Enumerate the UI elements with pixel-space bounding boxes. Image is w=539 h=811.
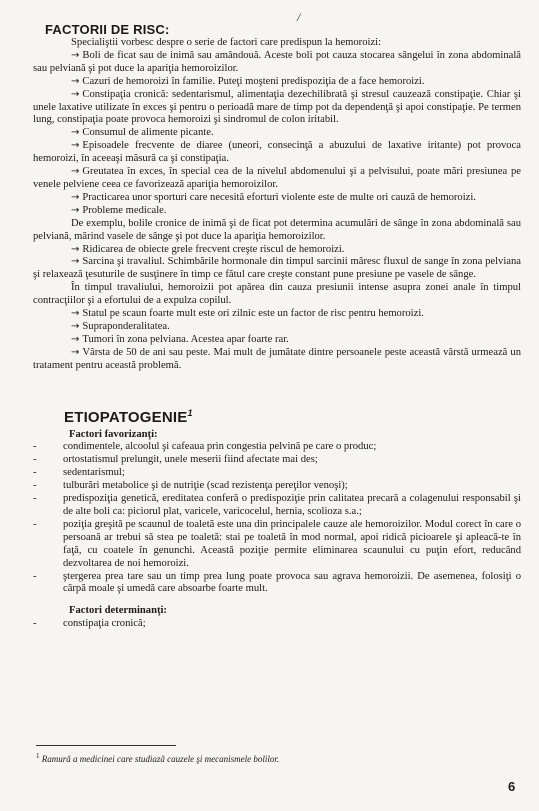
factor-text: sedentarismul; xyxy=(63,467,125,479)
arrow-icon: → xyxy=(71,88,80,100)
risk-item-text: Probleme medicale. xyxy=(82,204,167,216)
dash-bullet: - xyxy=(33,570,37,582)
risk-item xyxy=(33,334,521,347)
risk-item-age xyxy=(33,347,521,373)
medical-example-paragraph: De exemplu, bolile cronice de inimă şi de ficat pot determina acumulări de sânge în zona abdominală sau pelviană, mărind vasele de sânge şi pot duce la apariţia hemoroizilor. xyxy=(33,217,521,242)
risk-item xyxy=(33,321,521,334)
favoring-factor xyxy=(33,571,521,597)
risk-item-text: Constipaţia cronică: sedentarismul, alimentaţia dezechilibrată şi stresul cauzează constipaţie. Chiar şi unele laxative utilizate în exces şi pentru o perioadă mare de timp pot da dependenţă şi apoi constipaţie. Pe termen lung, constipaţia poate provoca hemoroizi şi sindromul de colon iritabil. xyxy=(33,88,521,126)
footnote xyxy=(36,752,279,764)
dash-bullet: - xyxy=(33,618,37,630)
page-content xyxy=(33,22,521,631)
favoring-factor xyxy=(33,493,521,519)
risk-item xyxy=(33,89,521,128)
risk-item xyxy=(33,244,521,257)
labor-paragraph: În timpul travaliului, hemoroizii pot apărea din cauza presiunii intense asupra zonei anale în timpul contracţiilor şi a efortului de a expulza copilul. xyxy=(33,282,521,307)
risk-item-text: Vârsta de 50 de ani sau peste. Mai mult de jumătate dintre persoanele peste această vârstă urmează un tratament pentru această problemă. xyxy=(33,346,521,371)
determining-factor xyxy=(33,618,521,631)
risk-item xyxy=(33,140,521,166)
dash-bullet: - xyxy=(33,441,37,453)
determining-factors-list xyxy=(33,618,521,631)
risk-item-text: Practicarea unor sporturi care necesită eforturi violente este de multe ori cauză de hemoroizi. xyxy=(82,191,476,203)
risk-item xyxy=(33,308,521,321)
risk-item-text: Greutatea în exces, în special cea de la nivelul abdomenului şi a pelvisului, poate mări presiunea pe venele pelviene ceea ce favorizează apariţia hemoroizilor. xyxy=(33,166,521,190)
risk-list xyxy=(33,50,521,218)
arrow-icon: → xyxy=(71,49,80,61)
risk-item xyxy=(33,50,521,76)
etio-title-text: ETIOPATOGENIE xyxy=(64,408,188,426)
factor-text: tulburări metabolice şi de nutriţie (scad rezistenţa pereţilor venoşi); xyxy=(63,480,348,492)
favoring-factor xyxy=(33,480,521,493)
arrow-icon: → xyxy=(71,75,80,87)
arrow-icon: → xyxy=(71,127,80,139)
factor-text: poziţia greşită pe scaunul de toaletă este una din principalele cauze ale hemoroizilor. Modul corect în care o persoană ar trebui să stea pe toaletă: stai pe toaletă în mod normal, apoi ridică picioarele şi apleacă-te în faţă, cu coatele în genunchi. Această poziţie permite eliminarea scaunului cu puţin efort, reducând dezvoltarea de noi hemoroizi. xyxy=(63,518,521,569)
favoring-factor xyxy=(33,519,521,571)
arrow-icon: → xyxy=(71,346,80,358)
risk-item xyxy=(33,192,521,205)
dash-bullet: - xyxy=(33,493,37,505)
favoring-factors-list xyxy=(33,441,521,596)
favoring-factor xyxy=(33,441,521,454)
factor-text: ortostatismul prelungit, unele meserii fiind afectate mai des; xyxy=(63,454,318,466)
footnote-reference: 1 xyxy=(187,407,193,418)
footnote-text: Ramură a medicinei care studiază cauzele şi mecanismele bolilor. xyxy=(41,754,280,764)
dash-bullet: - xyxy=(33,467,37,479)
etiopathogenesis-heading xyxy=(64,404,521,427)
favoring-factor xyxy=(33,454,521,467)
tick-mark: / xyxy=(297,10,301,24)
favoring-factor xyxy=(33,467,521,480)
risk-list-3 xyxy=(33,308,521,347)
arrow-icon: → xyxy=(71,256,80,268)
determining-factors-title: Factori determinanţi: xyxy=(69,605,167,617)
risk-item-text: Consumul de alimente picante. xyxy=(82,127,214,139)
arrow-icon: → xyxy=(71,320,80,332)
risk-item xyxy=(33,256,521,282)
risk-list-2 xyxy=(33,244,521,283)
risk-item xyxy=(33,127,521,140)
arrow-icon: → xyxy=(71,204,80,216)
factor-text: predispoziţia genetică, ereditatea conferă o predispoziţie prin calitatea precară a colagenului responsabil şi de alte boli ca: piciorul plat, varicele, varicocelul, hernia, scolioza s.a.; xyxy=(63,493,521,517)
risk-item-text: Episoadele frecvente de diaree (uneori, consecinţă a abuzului de laxative iritante) pot provoca hemoroizi, în aceeaşi măsură ca şi constipaţia. xyxy=(33,140,521,165)
factor-text: ştergerea prea tare sau un timp prea lung poate provoca sau agrava hemoroizii. De asemenea, folosiţi o cârpă moale şi umedă care absoarbe foarte mult. xyxy=(63,570,521,595)
risk-item xyxy=(33,205,521,218)
risk-item-text: Tumori în zona pelviana. Acestea apar foarte rar. xyxy=(82,333,289,345)
arrow-icon: → xyxy=(71,191,80,203)
risk-item xyxy=(33,76,521,89)
arrow-icon: → xyxy=(71,243,80,255)
footnote-mark: 1 xyxy=(36,752,40,760)
arrow-icon: → xyxy=(71,166,80,178)
risk-intro: Specialiştii vorbesc despre o serie de factori care predispun la hemoroizi: xyxy=(71,37,382,48)
arrow-icon: → xyxy=(71,308,80,320)
risk-item-text: Supraponderalitatea. xyxy=(82,320,170,332)
risk-factors-heading: FACTORII DE RISC: xyxy=(45,22,170,37)
risk-item-text: Ridicarea de obiecte grele frecvent creşte riscul de hemoroizi. xyxy=(82,243,345,255)
factor-text: condimentele, alcoolul şi cafeaua prin congestia pelvină pe care o produc; xyxy=(63,441,377,453)
risk-item xyxy=(33,166,521,192)
factor-text: constipaţia cronică; xyxy=(63,618,146,630)
dash-bullet: - xyxy=(33,480,37,492)
dash-bullet: - xyxy=(33,518,37,530)
footnote-divider xyxy=(36,745,176,746)
dash-bullet: - xyxy=(33,454,37,466)
risk-item-text: Boli de ficat sau de inimă sau amândouă. Aceste boli pot cauza stocarea sângelui în zona abdominală sau pelviană şi pot duce la apariţia hemoroizilor. xyxy=(33,49,521,74)
arrow-icon: → xyxy=(71,140,80,152)
page-number: 6 xyxy=(508,779,516,794)
risk-item-text: Cazuri de hemoroizi în familie. Puteţi moşteni predispoziţia de a face hemoroizi. xyxy=(82,75,425,87)
favoring-factors-title: Factori favorizanţi: xyxy=(69,428,158,440)
risk-item-text: Sarcina şi travaliul. Schimbările hormonale din timpul sarcinii măresc fluxul de sange în zona pelviana şi relaxează ţesuturile de susţinere în timp ce fătul care creşte constant pune presiune pe vasele de sânge. xyxy=(33,256,521,281)
arrow-icon: → xyxy=(71,333,80,345)
risk-item-text: Statul pe scaun foarte mult este ori zilnic este un factor de risc pentru hemoroizi. xyxy=(82,308,424,320)
